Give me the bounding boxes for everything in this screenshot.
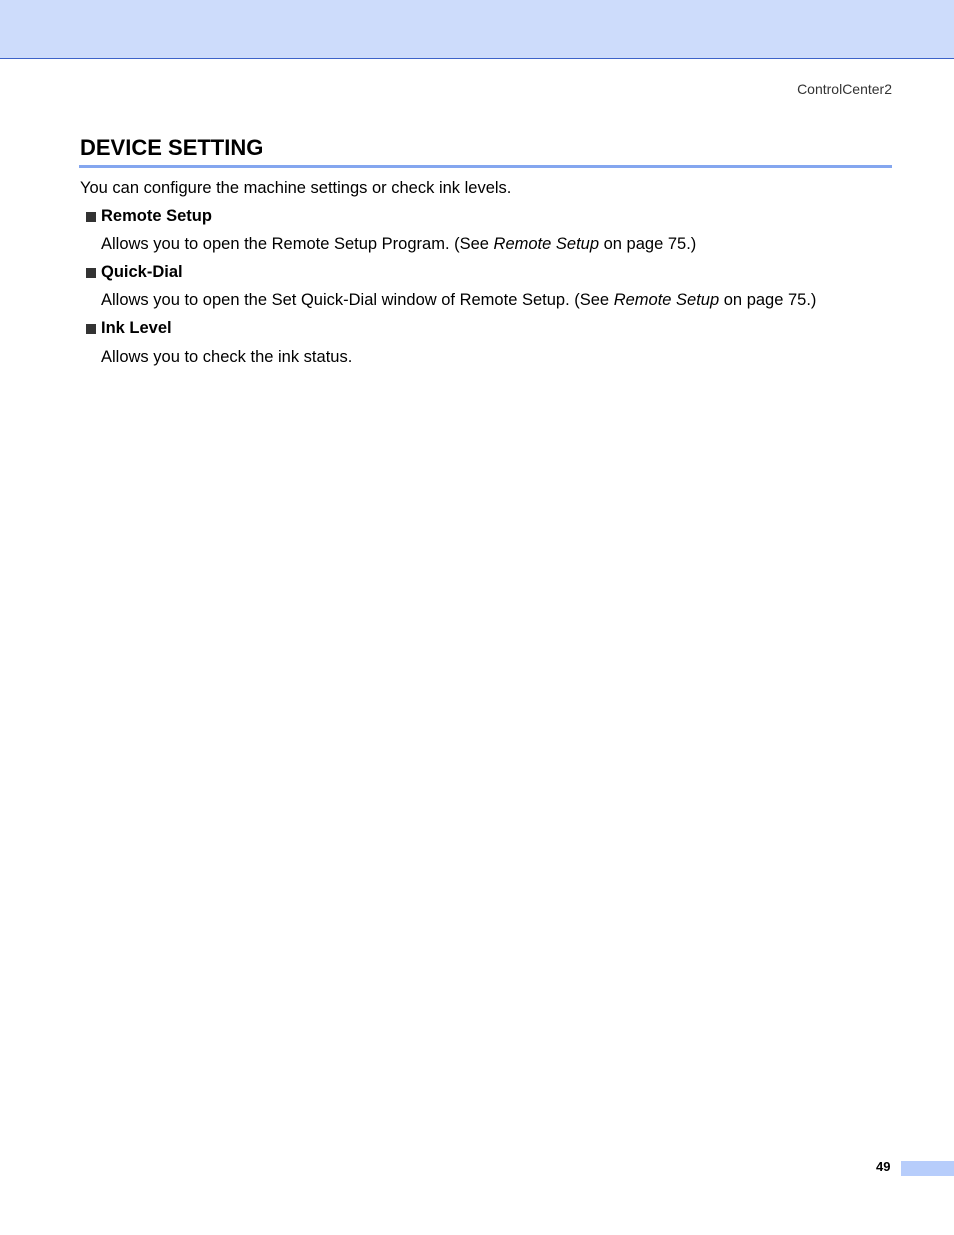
section-intro: You can configure the machine settings or check ink levels.	[80, 179, 512, 197]
cross-reference-link[interactable]: Remote Setup	[613, 291, 720, 309]
item-title-text: Ink Level	[101, 319, 172, 337]
item-title-text: Remote Setup	[101, 207, 212, 225]
description-text: on page 75.)	[719, 291, 817, 309]
square-bullet-icon	[86, 324, 96, 334]
list-item-description	[101, 291, 816, 310]
top-header-band	[0, 0, 954, 59]
description-text: Allows you to check the ink status.	[101, 348, 353, 366]
square-bullet-icon	[86, 268, 96, 278]
section-title: DEVICE SETTING	[80, 135, 264, 160]
running-header-title: ControlCenter2	[797, 81, 892, 97]
list-item-description	[101, 235, 696, 254]
cross-reference-link[interactable]: Remote Setup	[493, 235, 600, 253]
list-item-title-ink-level	[86, 319, 172, 338]
description-text: on page 75.)	[599, 235, 697, 253]
list-item-title-quick-dial	[86, 263, 183, 282]
list-item-description	[101, 348, 352, 367]
title-underline	[79, 165, 892, 168]
description-text: Allows you to open the Remote Setup Program. (See	[101, 235, 494, 253]
page-tab-marker	[901, 1161, 954, 1176]
page-number: 49	[876, 1159, 891, 1174]
item-title-text: Quick-Dial	[101, 263, 183, 281]
description-text: Allows you to open the Set Quick-Dial window of Remote Setup. (See	[101, 291, 614, 309]
square-bullet-icon	[86, 212, 96, 222]
list-item-title-remote-setup	[86, 207, 212, 226]
